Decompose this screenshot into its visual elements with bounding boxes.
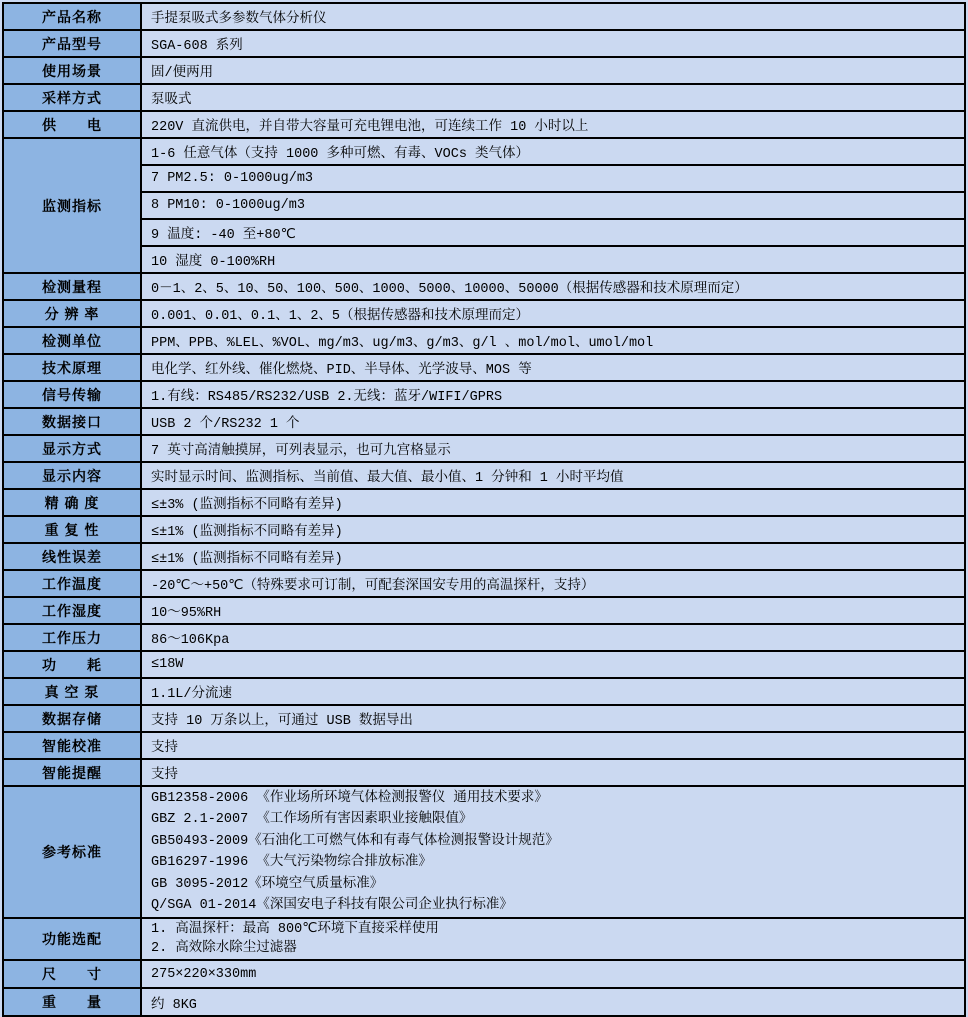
table-row — [3, 408, 965, 435]
product-spec-table — [2, 2, 966, 1017]
table-row — [3, 192, 965, 219]
table-row — [3, 219, 965, 246]
table-row — [3, 246, 965, 273]
spec-label: 技术原理 — [3, 354, 141, 381]
spec-label: 产品名称 — [3, 3, 141, 30]
spec-label: 数据接口 — [3, 408, 141, 435]
spec-value: 泵吸式 — [141, 84, 965, 111]
spec-value: 1.1L/分流速 — [141, 678, 965, 705]
spec-label: 工作温度 — [3, 570, 141, 597]
spec-label: 检测单位 — [3, 327, 141, 354]
spec-label: 供 电 — [3, 111, 141, 138]
spec-value: 8 PM10: 0-1000ug/m3 — [141, 192, 965, 219]
table-row — [3, 732, 965, 759]
spec-value: ≤±3% (监测指标不同略有差异) — [141, 489, 965, 516]
spec-value — [141, 918, 965, 960]
spec-value: 固/便两用 — [141, 57, 965, 84]
spec-value: USB 2 个/RS232 1 个 — [141, 408, 965, 435]
table-row — [3, 381, 965, 408]
spec-label: 功 耗 — [3, 651, 141, 678]
table-row — [3, 624, 965, 651]
table-row — [3, 327, 965, 354]
spec-value: 220V 直流供电，并自带大容量可充电锂电池，可连续工作 10 小时以上 — [141, 111, 965, 138]
spec-label: 监测指标 — [3, 138, 141, 273]
table-row — [3, 30, 965, 57]
table-row — [3, 435, 965, 462]
table-row — [3, 165, 965, 192]
spec-label: 分 辨 率 — [3, 300, 141, 327]
spec-label: 产品型号 — [3, 30, 141, 57]
spec-value-line: GB 3095-2012《环境空气质量标准》 — [151, 876, 384, 892]
spec-value: 支持 — [141, 732, 965, 759]
table-row — [3, 705, 965, 732]
spec-label: 智能校准 — [3, 732, 141, 759]
spec-label: 智能提醒 — [3, 759, 141, 786]
spec-value: 支持 10 万条以上，可通过 USB 数据导出 — [141, 705, 965, 732]
spec-label: 线性误差 — [3, 543, 141, 570]
spec-label: 检测量程 — [3, 273, 141, 300]
table-row — [3, 111, 965, 138]
spec-label: 功能选配 — [3, 918, 141, 960]
spec-value: 约 8KG — [141, 988, 965, 1016]
spec-label: 真 空 泵 — [3, 678, 141, 705]
spec-value-line: GB50493-2009《石油化工可燃气体和有毒气体检测报警设计规范》 — [151, 833, 559, 849]
table-row — [3, 84, 965, 111]
spec-value: 7 英寸高清触摸屏，可列表显示，也可九宫格显示 — [141, 435, 965, 462]
spec-value: 7 PM2.5: 0-1000ug/m3 — [141, 165, 965, 192]
spec-value-line: 1. 高温探杆：最高 800℃环境下直接采样使用 — [151, 922, 439, 938]
table-row — [3, 138, 965, 165]
spec-value: ≤±1% (监测指标不同略有差异) — [141, 516, 965, 543]
table-row — [3, 759, 965, 786]
spec-value: 86～106Kpa — [141, 624, 965, 651]
spec-label: 参考标准 — [3, 786, 141, 918]
spec-value: 275×220×330mm — [141, 960, 965, 988]
spec-value-line: 2. 高效除水除尘过滤器 — [151, 941, 297, 957]
spec-label: 精 确 度 — [3, 489, 141, 516]
spec-label: 工作湿度 — [3, 597, 141, 624]
spec-value: -20℃～+50℃（特殊要求可订制，可配套深国安专用的高温探杆，支持） — [141, 570, 965, 597]
table-row — [3, 273, 965, 300]
table-row — [3, 489, 965, 516]
spec-value: 0－1、2、5、10、50、100、500、1000、5000、10000、50000（根据传感器和技术原理而定） — [141, 273, 965, 300]
table-row — [3, 57, 965, 84]
spec-label: 使用场景 — [3, 57, 141, 84]
table-row — [3, 786, 965, 918]
spec-table-body — [3, 3, 965, 1016]
table-row — [3, 462, 965, 489]
spec-value: ≤18W — [141, 651, 965, 678]
spec-value: 1-6 任意气体（支持 1000 多种可燃、有毒、VOCs 类气体） — [141, 138, 965, 165]
table-row — [3, 354, 965, 381]
spec-label: 重 复 性 — [3, 516, 141, 543]
spec-label: 数据存储 — [3, 705, 141, 732]
table-row — [3, 918, 965, 960]
spec-value: 10～95%RH — [141, 597, 965, 624]
spec-label: 显示内容 — [3, 462, 141, 489]
spec-value: 支持 — [141, 759, 965, 786]
spec-value: PPM、PPB、%LEL、%VOL、mg/m3、ug/m3、g/m3、g/l 、mol/mol、umol/mol — [141, 327, 965, 354]
spec-label: 重 量 — [3, 988, 141, 1016]
spec-value: 0.001、0.01、0.1、1、2、5（根据传感器和技术原理而定） — [141, 300, 965, 327]
table-row — [3, 651, 965, 678]
spec-value: 9 温度: -40 至+80℃ — [141, 219, 965, 246]
spec-value: 10 湿度 0-100%RH — [141, 246, 965, 273]
spec-value: 1.有线：RS485/RS232/USB 2.无线：蓝牙/WIFI/GPRS — [141, 381, 965, 408]
spec-value-line: GB16297-1996 《大气污染物综合排放标准》 — [151, 855, 432, 871]
table-row — [3, 960, 965, 988]
table-row — [3, 543, 965, 570]
spec-value: 手提泵吸式多参数气体分析仪 — [141, 3, 965, 30]
spec-label: 采样方式 — [3, 84, 141, 111]
spec-value: 电化学、红外线、催化燃烧、PID、半导体、光学波导、MOS 等 — [141, 354, 965, 381]
spec-value-line: GB12358-2006 《作业场所环境气体检测报警仪 通用技术要求》 — [151, 791, 548, 806]
spec-label: 显示方式 — [3, 435, 141, 462]
table-row — [3, 678, 965, 705]
table-row — [3, 988, 965, 1016]
spec-value: SGA-608 系列 — [141, 30, 965, 57]
spec-value — [141, 786, 965, 918]
table-row — [3, 597, 965, 624]
spec-label: 工作压力 — [3, 624, 141, 651]
table-row — [3, 300, 965, 327]
table-row — [3, 3, 965, 30]
table-row — [3, 516, 965, 543]
spec-value: ≤±1% (监测指标不同略有差异) — [141, 543, 965, 570]
spec-label: 信号传输 — [3, 381, 141, 408]
table-row — [3, 570, 965, 597]
spec-label: 尺 寸 — [3, 960, 141, 988]
spec-value-line: Q/SGA 01-2014《深国安电子科技有限公司企业执行标准》 — [151, 898, 513, 914]
spec-value: 实时显示时间、监测指标、当前值、最大值、最小值、1 分钟和 1 小时平均值 — [141, 462, 965, 489]
spec-value-line: GBZ 2.1-2007 《工作场所有害因素职业接触限值》 — [151, 812, 473, 828]
